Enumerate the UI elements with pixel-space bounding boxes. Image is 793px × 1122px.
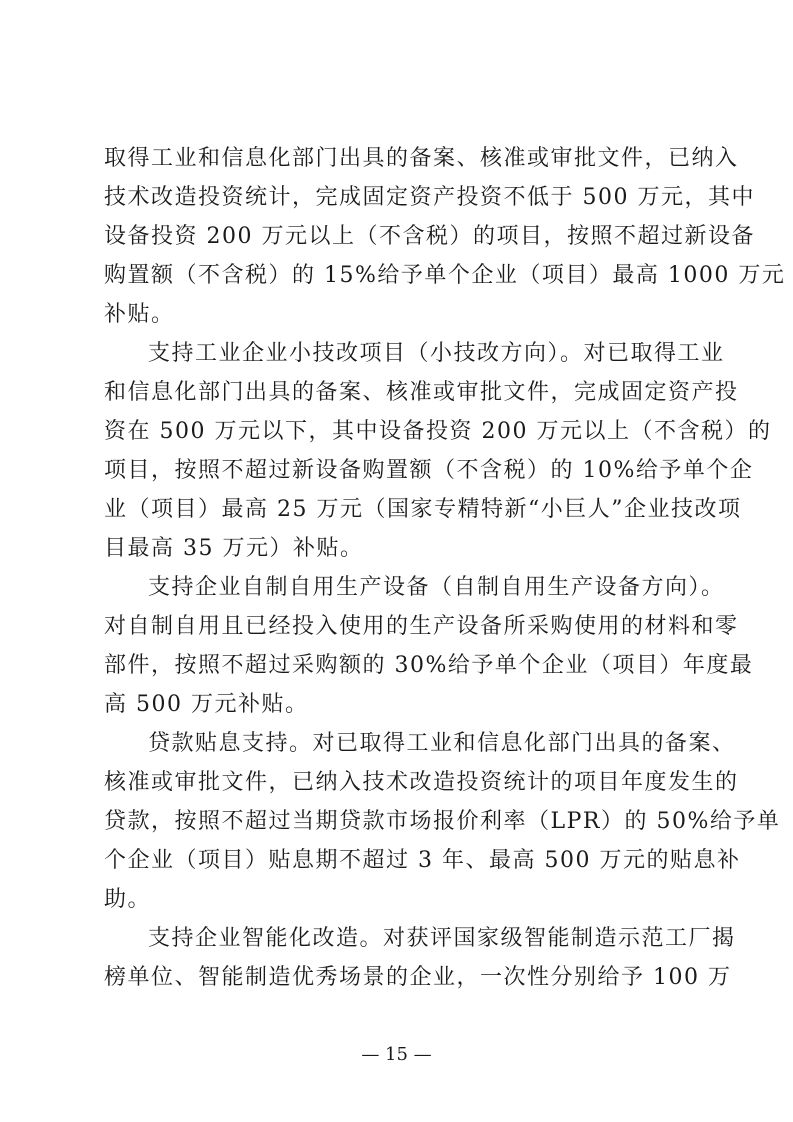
text-line: 和信息化部门出具的备案、核准或审批文件，完成固定资产投 [104,380,739,405]
text-line: 对自制自用且已经投入使用的生产设备所采购使用的材料和零 [104,614,739,639]
text-line: 技术改造投资统计，完成固定资产投资不低于 500 万元，其中 [104,185,755,210]
text-line: 业（项目）最高 25 万元（国家专精特新“小巨人”企业技改项 [104,497,742,522]
text-line: 设备投资 200 万元以上（不含税）的项目，按照不超过新设备 [104,224,755,249]
text-line: 核准或审批文件，已纳入技术改造投资统计的项目年度发生的 [104,770,739,795]
text-line: 项目，按照不超过新设备购置额（不含税）的 10%给予单个企 [104,458,754,483]
text-line: 榜单位、智能制造优秀场景的企业，一次性分别给予 100 万 [104,965,732,990]
paragraph-first-line: 贷款贴息支持。对已取得工业和信息化部门出具的备案、 [148,731,736,756]
document-body [104,139,786,997]
text-line: 助。 [104,887,152,912]
text-line: 取得工业和信息化部门出具的备案、核准或审批文件，已纳入 [104,146,739,171]
text-line: 部件，按照不超过采购额的 30%给予单个企业（项目）年度最 [104,653,754,678]
paragraph-first-line: 支持企业自制自用生产设备（自制自用生产设备方向）。 [148,575,725,600]
text-line: 贷款，按照不超过当期贷款市场报价利率（LPR）的 50%给予单 [104,809,781,834]
text-line: 目最高 35 万元）补贴。 [104,536,364,561]
text-line: 高 500 万元补贴。 [104,692,309,717]
text-line: 资在 500 万元以下，其中设备投资 200 万元以上（不含税）的 [104,419,772,444]
paragraph-first-line: 支持工业企业小技改项目（小技改方向）。对已取得工业 [148,341,725,366]
page-number: — 15 — [361,1044,432,1065]
paragraph-first-line: 支持企业智能化改造。对获评国家级智能制造示范工厂揭 [148,926,736,951]
text-line: 补贴。 [104,302,175,327]
text-line: 购置额（不含税）的 15%给予单个企业（项目）最高 1000 万元 [104,263,786,288]
text-line: 个企业（项目）贴息期不超过 3 年、最高 500 万元的贴息补 [104,848,741,873]
